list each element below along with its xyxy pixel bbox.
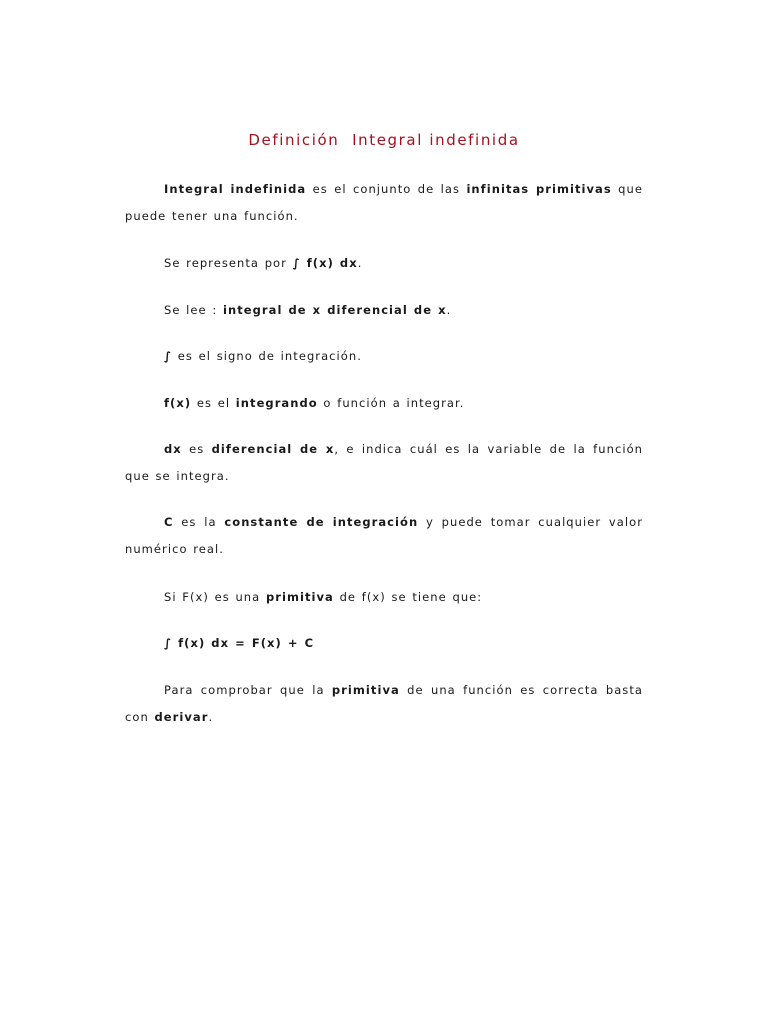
text-run: o función a integrar. xyxy=(317,396,465,410)
bold-term: integrando xyxy=(235,396,318,410)
bold-term: f(x) xyxy=(164,396,192,410)
text-run: es el signo de integración. xyxy=(172,349,362,363)
text-run: es la xyxy=(173,515,225,529)
text-run: es el xyxy=(191,396,236,410)
text-run: , e indica cuál es la variable de la función que se integra. xyxy=(125,442,644,483)
bold-term: infinitas primitivas xyxy=(466,182,612,196)
text-run: Se representa por xyxy=(164,256,293,270)
bold-term: derivar xyxy=(154,710,209,724)
text-run: . xyxy=(446,303,452,317)
text-run: de f(x) se tiene que: xyxy=(333,590,483,604)
text-run: . xyxy=(357,256,363,270)
page-title: Definición Integral indefinida xyxy=(248,131,520,149)
paragraph-check xyxy=(125,677,643,731)
paragraph-integrand xyxy=(125,390,643,417)
text-run: es xyxy=(181,442,212,456)
text-run: de una función es correcta basta con xyxy=(125,683,643,724)
integral-formula: ∫ f(x) dx = F(x) + C xyxy=(164,636,315,650)
text-run: que puede tener una función. xyxy=(125,182,643,223)
paragraph-integral-sign xyxy=(125,343,643,370)
paragraph-primitive xyxy=(125,584,643,611)
bold-term: Integral indefinida xyxy=(164,182,307,196)
text-run: es el conjunto de las xyxy=(306,182,467,196)
integral-notation: ∫ f(x) dx xyxy=(292,256,358,270)
text-run: Para comprobar que la xyxy=(164,683,332,697)
text-run: Se lee : xyxy=(164,303,224,317)
bold-term: integral de x diferencial de x xyxy=(223,303,447,317)
paragraph-constant xyxy=(125,509,643,563)
bold-term: C xyxy=(164,515,174,529)
paragraph-formula xyxy=(125,630,643,657)
paragraph-reading xyxy=(125,297,643,324)
bold-term: diferencial de x xyxy=(211,442,335,456)
paragraph-definition xyxy=(125,176,643,230)
text-run: y puede tomar cualquier valor numérico real. xyxy=(125,515,643,556)
bold-term: constante de integración xyxy=(224,515,419,529)
text-run: . xyxy=(208,710,214,724)
paragraph-differential xyxy=(125,436,643,490)
text-run: Si F(x) es una xyxy=(164,590,266,604)
bold-term: primitiva xyxy=(265,590,334,604)
integral-sign: ∫ xyxy=(164,349,173,363)
bold-term: dx xyxy=(164,442,182,456)
paragraph-representation xyxy=(125,250,643,277)
bold-term: primitiva xyxy=(331,683,400,697)
